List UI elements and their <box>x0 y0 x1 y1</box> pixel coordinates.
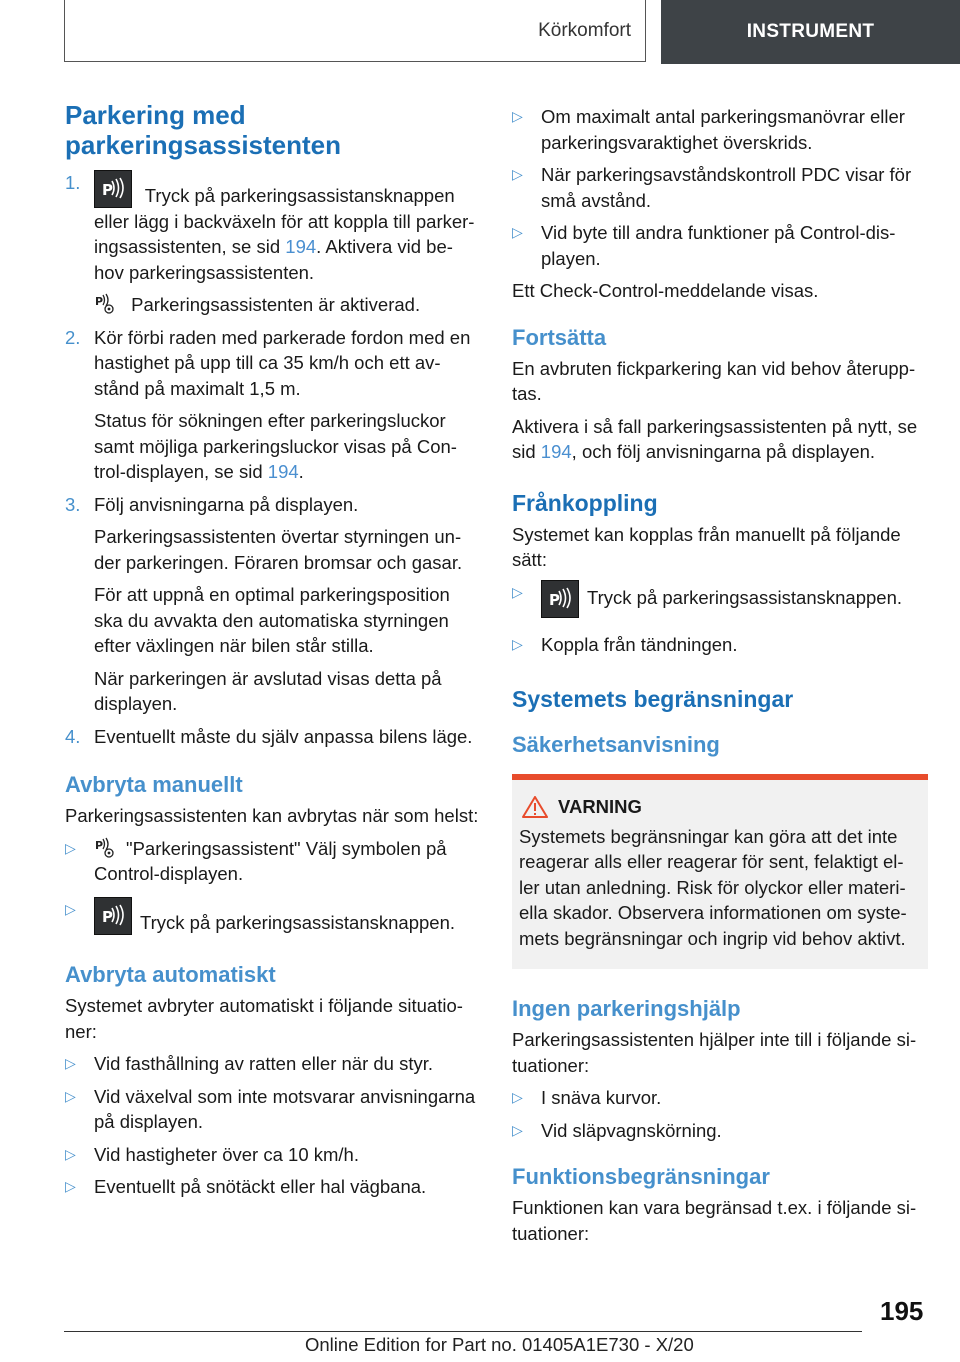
step-number: 2. <box>65 326 81 348</box>
list-item: ▷ Vid släpvagnskörning. <box>512 1118 928 1144</box>
section-heading-no-help: Ingen parkeringshjälp <box>512 996 741 1021</box>
step-text: Kör förbi raden med parkerade fordon med en hastighet på upp till ca 35 km/h och ett av-stånd på maximalt 1,5 m. <box>94 326 471 399</box>
section-heading-func-limits: Funktionsbegränsningar <box>512 1164 770 1189</box>
section-heading-auto: Avbryta automatiskt <box>65 962 276 987</box>
left-column <box>65 100 480 1207</box>
triangle-bullet-icon: ▷ <box>65 1055 76 1071</box>
park-assist-button-icon <box>541 580 579 618</box>
svg-text:P: P <box>102 181 113 199</box>
triangle-bullet-icon: ▷ <box>512 166 523 182</box>
step-number: 1. <box>65 172 81 193</box>
list-item: ▷ Koppla från tändningen. <box>512 632 928 658</box>
warning-box <box>512 774 928 969</box>
footer-divider <box>64 1331 862 1332</box>
paragraph: Ett Check-Control-meddelande visas. <box>512 280 819 301</box>
step-text: För att uppnå en optimal parkeringsposition ska du avvakta den automatiska styrningen efter växlingen när bilen står stilla. <box>94 584 450 656</box>
paragraph: Parkeringsassistenten kan avbrytas när som helst: <box>65 805 479 826</box>
step-number: 4. <box>65 725 81 747</box>
list-item: ▷ Vid hastigheter över ca 10 km/h. <box>65 1142 480 1168</box>
list-item: ▷ P Tryck på parkeringsassistansknappen. <box>65 897 480 936</box>
list-item: ▷ P "Parkeringsassistent" Välj symbolen på Control-displayen. <box>65 836 480 887</box>
list-item: ▷ Om maximalt antal parkeringsmanövrar eller parkeringsvaraktighet överskrids. <box>512 104 928 155</box>
section-heading-resume: Fortsätta <box>512 324 607 350</box>
page-number: 195 <box>880 1296 924 1326</box>
park-assist-button-icon <box>94 897 132 935</box>
section-heading-disconnect: Frånkoppling <box>512 489 658 516</box>
triangle-bullet-icon: ▷ <box>512 224 523 240</box>
list-item: ▷ I snäva kurvor. <box>512 1085 928 1111</box>
chapter-tab: Körkomfort <box>64 0 646 62</box>
svg-text:P: P <box>102 907 113 926</box>
step-3 <box>65 492 480 717</box>
paragraph: Aktivera i så fall parkeringsassistenten på nytt, se sid 194, och följ anvisningarna på displayen. <box>512 415 918 462</box>
step-text: Status för sökningen efter parkeringsluckor samt möjliga parkeringsluckor visas på Con-trol-displayen, se sid 194. <box>94 410 457 482</box>
park-assist-symbol-icon <box>94 292 116 314</box>
step-2 <box>65 325 480 485</box>
paragraph: Funktionen kan vara begränsad t.ex. i följande si-tuationer: <box>512 1197 917 1244</box>
step-text: Parkeringsassistenten övertar styrningen un-der parkeringen. Föraren bromsar och gasar. <box>94 526 463 573</box>
warning-text: Systemets begränsningar kan göra att det inte reagerar alls eller reagerar för sent, felaktigt el-ler utan anledning. Risk för olyckor eller materi-ella skador. Observera informationen om syste-mets begränsningar och ingrip vid behov aktivt. <box>519 825 907 949</box>
step-text: När parkeringen är avslutad visas detta på displayen. <box>94 667 442 714</box>
section-heading-safety: Säkerhetsanvisning <box>512 732 720 757</box>
paragraph: Systemet kan kopplas från manuellt på följande sätt: <box>512 523 901 570</box>
svg-text:P: P <box>95 295 104 308</box>
step-4 <box>65 724 480 750</box>
right-column <box>512 104 928 1253</box>
footer-edition: Online Edition for Part no. 01405A1E730 - X/20 <box>305 1334 694 1355</box>
list-item: ▷ Vid fasthållning av ratten eller när du styr. <box>65 1051 480 1077</box>
page-link[interactable]: 194 <box>267 461 299 482</box>
step-text: Följ anvisningarna på displayen. <box>94 493 359 515</box>
list-item: ▷ P Tryck på parkeringsassistansknappen. <box>512 580 928 618</box>
step-1 <box>65 170 480 318</box>
section-heading-manual: Avbryta manuellt <box>65 772 243 797</box>
triangle-bullet-icon: ▷ <box>512 108 523 124</box>
list-item: ▷ Vid byte till andra funktioner på Control-dis-playen. <box>512 220 928 271</box>
step-number: 3. <box>65 493 81 515</box>
step-text: P Parkeringsassistenten är aktiverad. <box>95 294 421 315</box>
svg-text:P: P <box>549 590 560 609</box>
triangle-bullet-icon: ▷ <box>65 839 76 856</box>
triangle-bullet-icon: ▷ <box>65 1145 76 1162</box>
triangle-bullet-icon: ▷ <box>512 1089 523 1105</box>
header-tabs <box>64 0 960 64</box>
triangle-bullet-icon: ▷ <box>512 635 523 652</box>
triangle-bullet-icon: ▷ <box>512 1121 523 1138</box>
triangle-bullet-icon: ▷ <box>512 583 523 600</box>
section-tab: INSTRUMENT <box>661 0 960 64</box>
page-title: Parkering med parkeringsassistenten <box>65 100 342 160</box>
list-item: ▷ Eventuellt på snötäckt eller hal vägbana. <box>65 1174 480 1200</box>
list-item: ▷ När parkeringsavståndskontroll PDC visar för små avstånd. <box>512 162 928 213</box>
list-item: ▷ Vid växelval som inte motsvarar anvisningarna på displayen. <box>65 1084 480 1135</box>
page-link[interactable]: 194 <box>285 236 317 257</box>
triangle-bullet-icon: ▷ <box>65 900 76 917</box>
paragraph: En avbruten fickparkering kan vid behov återupp-tas. <box>512 357 916 404</box>
paragraph: Systemet avbryter automatiskt i följande situatio-ner: <box>65 995 463 1042</box>
svg-text:P: P <box>95 838 104 852</box>
park-assist-button-icon <box>94 170 132 208</box>
warning-title: VARNING <box>558 796 642 817</box>
step-text: Eventuellt måste du själv anpassa bilens läge. <box>94 725 473 747</box>
section-heading-limits: Systemets begränsningar <box>512 686 794 712</box>
park-assist-symbol-icon <box>94 836 116 858</box>
warning-header <box>519 794 921 820</box>
step-text: P Tryck på parkeringsassistansknappen eller lägg i backväxeln för att koppla till parker-ingsassistenten, se sid 194. Aktivera vid be-hov parkeringsassistenten. <box>94 170 480 285</box>
triangle-bullet-icon: ▷ <box>65 1178 76 1194</box>
paragraph: Parkeringsassistenten hjälper inte till i följande si-tuationer: <box>512 1029 917 1076</box>
triangle-bullet-icon: ▷ <box>65 1087 76 1104</box>
warning-triangle-icon <box>522 796 548 818</box>
page-link[interactable]: 194 <box>540 441 572 462</box>
